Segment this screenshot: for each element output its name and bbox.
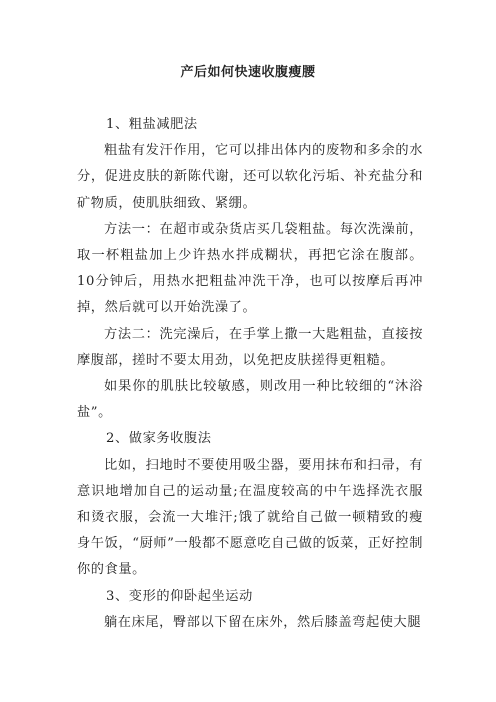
body-paragraph: 方法一：在超市或杂货店买几袋粗盐。每次洗澡前，取一杯粗盐加上少许热水拌成糊状，再把它涂在腹部。10分钟后，用热水把粗盐冲洗干净，也可以按摩后再冲掉，然后就可以开始洗澡了。 bbox=[77, 221, 423, 316]
section-heading: 1、粗盐减肥法 bbox=[106, 117, 198, 132]
document-body bbox=[77, 112, 423, 636]
section-heading: 3、变形的仰卧起坐运动 bbox=[106, 588, 253, 604]
body-paragraph: 如果你的肌肤比较敏感，则改用一种比较细的“沐浴盐”。 bbox=[77, 379, 423, 421]
body-paragraph: 比如，扫地时不要使用吸尘器，要用抹布和扫帚，有意识地增加自己的运动量;在温度较高的中午选择洗衣服和烫衣服，会流一大堆汗;饿了就给自己做一顿精致的瘦身午饭，“厨师”一般都不愿意吃自己做的饭菜，正好控制你的食量。 bbox=[77, 457, 423, 578]
body-paragraph: 躺在床尾，臀部以下留在床外，然后膝盖弯起使大腿 bbox=[104, 614, 422, 630]
document-title: 产后如何快速收腹瘦腰 bbox=[180, 65, 316, 80]
body-paragraph: 粗盐有发汗作用，它可以排出体内的废物和多余的水分，促进皮肤的新陈代谢，还可以软化污垢、补充盐分和矿物质，使肌肤细致、紧绷。 bbox=[77, 143, 423, 211]
body-paragraph: 方法二：洗完澡后，在手掌上撒一大匙粗盐，直接按摩腹部，搓时不要太用劲，以免把皮肤搓得更粗糙。 bbox=[77, 326, 423, 368]
section-heading: 2、做家务收腹法 bbox=[106, 431, 212, 447]
